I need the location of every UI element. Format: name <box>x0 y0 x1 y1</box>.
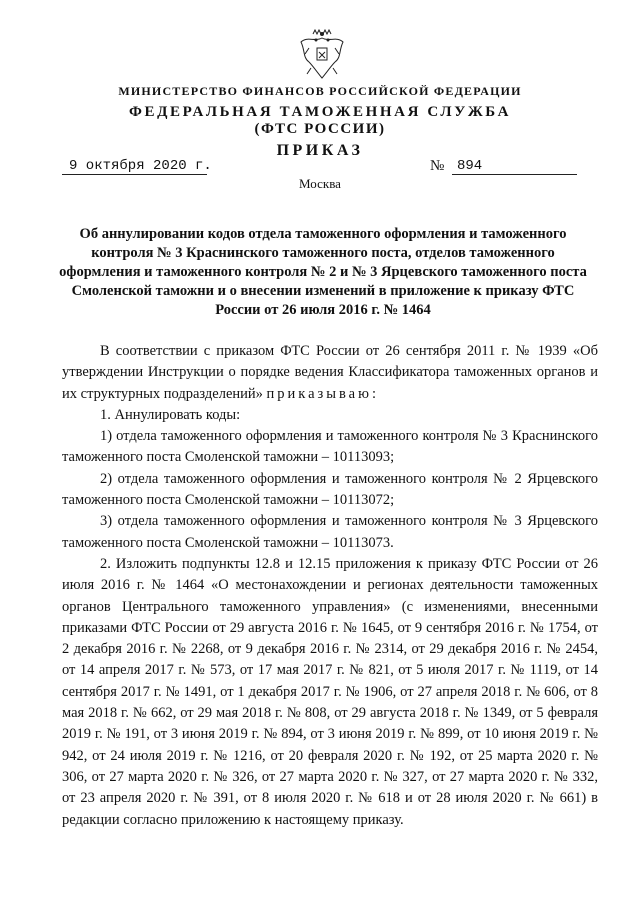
item-1: 1. Аннулировать коды: <box>100 406 241 423</box>
service-name: ФЕДЕРАЛЬНАЯ ТАМОЖЕННАЯ СЛУЖБА <box>128 104 512 120</box>
coat-of-arms-icon <box>297 28 347 84</box>
city: Москва <box>299 176 341 191</box>
intro-paragraph <box>62 341 598 405</box>
number-sign: № <box>430 158 445 174</box>
document-heading: Об аннулировании кодов отдела таможенного оформления и таможенного контроля № 3 Краснинского таможенного поста, отделов таможенного оформления и таможенного контроля № 2 и № 3 Ярцевского таможенного поста Смоленской таможни и о внесении изменений в приложение к приказу ФТС России от 26 июля 2016 г. № 1464 <box>59 226 587 318</box>
order-date: 9 октября 2020 г. <box>69 158 212 174</box>
item-2: 2. Изложить подпункты 12.8 и 12.15 приложения к приказу ФТС России от 26 июля 2016 г. № 1464 «О местонахождении и регионах деятельности таможенных органов Центрального таможенного управления» (с изменениями, внесенными приказами ФТС России от 29 августа 2016 г. № 1645, от 9 сентября 2016 г. № 1754, от 2 декабря 2016 г. № 2268, от 9 декабря 2016 г. № 2314, от 29 декабря 2016 г. № 2454, от 14 апреля 2017 г. № 573, от 17 мая 2017 г. № 821, от 5 июля 2017 г. № 1119, от 14 сентября 2017 г. № 1491, от 1 декабря 2017 г. № 1906, от 27 апреля 2018 г. № 606, от 8 мая 2018 г. № 662, от 29 мая 2018 г. № 808, от 29 августа 2018 г. № 1349, от 5 февраля 2019 г. № 191, от 3 июня 2019 г. № 894, от 3 июня 2019 г. № 899, от 10 июня 2019 г. № 942, от 24 июля 2019 г. № 1216, от 20 февраля 2020 г. № 192, от 25 марта 2020 г. № 306, от 27 марта 2020 г. № 326, от 27 марта 2020 г. № 327, от 27 марта 2020 г. № 332, от 23 апреля 2020 г. № 391, от 8 июля 2020 г. № 618 и от 28 июля 2020 г. № 661) в редакции согласно приложению к настоящему приказу. <box>62 555 598 828</box>
document-body <box>62 341 598 831</box>
number-underline <box>452 174 577 175</box>
document-type: ПРИКАЗ <box>276 142 364 159</box>
item-1-1: 1) отдела таможенного оформления и таможенного контроля № 3 Краснинского таможенного поста Смоленской таможни – 10113093; <box>62 428 598 466</box>
item-1-2: 2) отдела таможенного оформления и таможенного контроля № 2 Ярцевского таможенного поста Смоленской таможни – 10113072; <box>62 470 598 509</box>
service-abbreviation: (ФТС РОССИИ) <box>254 121 386 137</box>
date-underline <box>62 174 207 175</box>
order-number: 894 <box>457 158 483 174</box>
order-word: приказываю: <box>266 385 379 402</box>
ministry-name: МИНИСТЕРСТВО ФИНАНСОВ РОССИЙСКОЙ ФЕДЕРАЦИИ <box>118 84 522 98</box>
intro-text: В соответствии с приказом ФТС России от 26 сентября 2011 г. № 1939 «Об утверждении Инструкции о порядке ведения Классификатора таможенных органов и их структурных подразделений» <box>62 343 598 402</box>
item-1-3: 3) отдела таможенного оформления и таможенного контроля № 3 Ярцевского таможенного поста Смоленской таможни – 10113073. <box>62 513 598 551</box>
